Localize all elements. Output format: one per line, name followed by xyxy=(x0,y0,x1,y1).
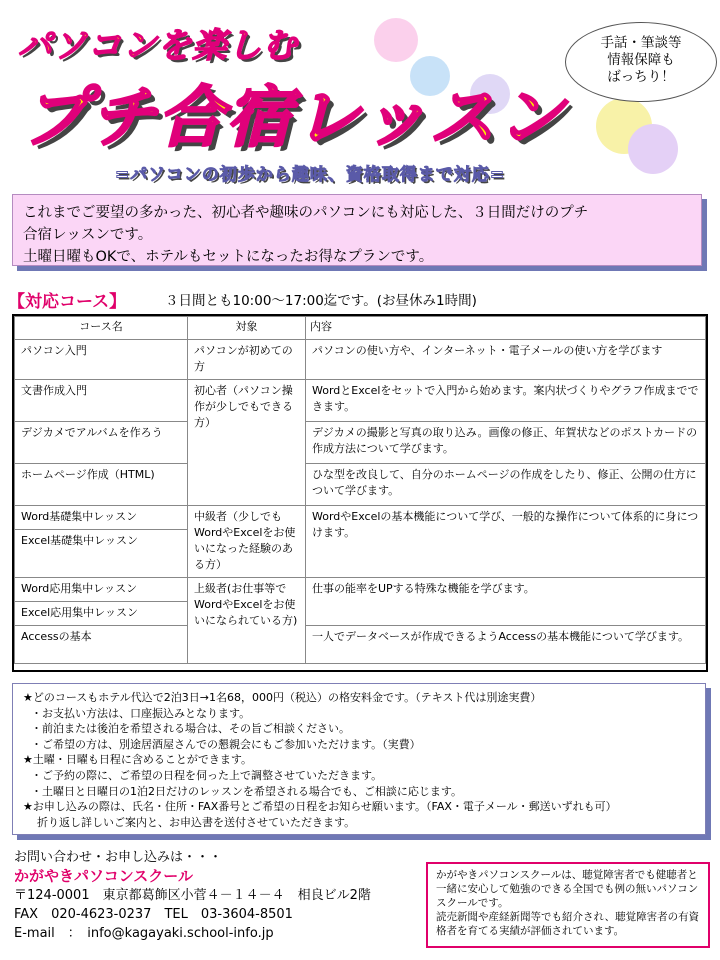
header-target: 対象 xyxy=(188,317,306,340)
school-name: かがやきパソコンスクール xyxy=(14,867,193,885)
note-line: ・前泊または後泊を希望される場合は、その旨ご相談ください。 xyxy=(31,722,350,736)
header-course-name: コース名 xyxy=(15,317,188,340)
table-row: Word応用集中レッスン 上級者(お仕事等でWordやExcelをお使いになられている方) 仕事の能率をUPする特殊な機能を学びます。 xyxy=(15,578,706,602)
contact-lead: お問い合わせ・お申し込みは・・・ xyxy=(14,850,223,865)
note-line: ・お支払い方法は、口座振込みとなります。 xyxy=(31,706,251,720)
table-row: Word基礎集中レッスン 中級者（少しでもWordやExcelをお使いになった経験のある方） WordやExcelの基本機能について学び、一般的な操作について体系的に身につけます。 xyxy=(15,506,706,530)
note-line: ・ご希望の方は、別途居酒屋さんでの懇親会にもご参加いただけます。（実費） xyxy=(31,737,421,751)
contact-section xyxy=(14,848,371,943)
intro-box: これまでご要望の多かった、初心者や趣味のパソコンにも対応した、３日間だけのプチ 合宿レッスンです。 土曜日曜もOKで、ホテルもセットになったお得なプランです。 xyxy=(12,194,702,266)
note-line: ・ご予約の際に、ご希望の日程を伺った上で調整させていただきます。 xyxy=(31,768,383,782)
contact-phone: FAX 020-4623-0237 TEL 03-3604-8501 xyxy=(14,907,293,922)
course-tag: 【対応コース】 xyxy=(8,292,127,312)
table-row: Accessの基本 一人でデータベースが作成できるようAccessの基本機能について学びます。 xyxy=(15,626,706,664)
bubble-text: 手話・筆談等 情報保障も ばっちり！ xyxy=(600,35,682,85)
table-row: パソコン入門 パソコンが初めての方 パソコンの使い方や、インターネット・電子メールの使い方を学びます xyxy=(15,340,706,380)
contact-email[interactable]: E-mail ： info@kagayaki.school-info.jp xyxy=(14,926,274,941)
notes-box xyxy=(12,683,706,835)
table-row: ホームページ作成（HTML) ひな型を改良して、自分のホームページの作成をしたり、修正、公開の仕方について学びます。 xyxy=(15,464,706,506)
table-row: デジカメでアルバムを作ろう デジカメの撮影と写真の取り込み。画像の修正、年賀状などのポストカードの作成方法について学びます。 xyxy=(15,422,706,464)
title-line2: プチ合宿レッスン xyxy=(22,79,566,156)
note-line: ★お申し込みの際は、氏名・住所・FAX番号とご希望の日程をお知らせ願います。（FAX・電子メール・郵送いずれも可） xyxy=(23,800,617,814)
note-line: ・土曜日と日曜日の1泊2日だけのレッスンを希望される場合でも、ご相談に応じます。 xyxy=(31,784,463,798)
note-line: ★どのコースもホテル代込で2泊3日→1名68，000円（税込）の格安料金です。（テキスト代は別途実費） xyxy=(23,691,542,704)
speech-bubble xyxy=(565,22,717,102)
table-header-row xyxy=(15,317,706,340)
table-row: Excel基礎集中レッスン xyxy=(15,530,706,578)
table-row: 文書作成入門 初心者（パソコン操作が少しでもできる方） WordとExcelをセットで入門から始めます。案内状づくりやグラフ作成までできます。 xyxy=(15,380,706,422)
title-line1: パソコンを楽しむ xyxy=(18,26,298,66)
course-table xyxy=(12,314,708,672)
header-content: 内容 xyxy=(306,317,706,340)
contact-address: 〒124-0001 東京都葛飾区小菅４－１４－４ 相良ビル2階 xyxy=(14,888,371,903)
subtitle: =パソコンの初歩から趣味、資格取得まで対応= xyxy=(115,165,506,185)
note-line: ★土曜・日曜も日程に含めることができます。 xyxy=(23,753,252,767)
decor-circle-pink xyxy=(374,18,418,62)
note-line: 折り返し詳しいご案内と、お申込書を送付させていただきます。 xyxy=(37,815,356,829)
course-time-note: ３日間とも10:00～17:00迄です。(お昼休み1時間) xyxy=(165,293,477,309)
school-info-box: かがやきパソコンスクールは、聴覚障害者でも健聴者と一緒に安心して勉強のできる全国でも例の無いパソコンスクールです。 読売新聞や産経新聞等でも紹介され、聴覚障害者の有資格者を育てる実績が評価されています。 xyxy=(426,862,710,948)
table-row: Excel応用集中レッスン xyxy=(15,602,706,626)
decor-circle-purple xyxy=(628,124,678,174)
